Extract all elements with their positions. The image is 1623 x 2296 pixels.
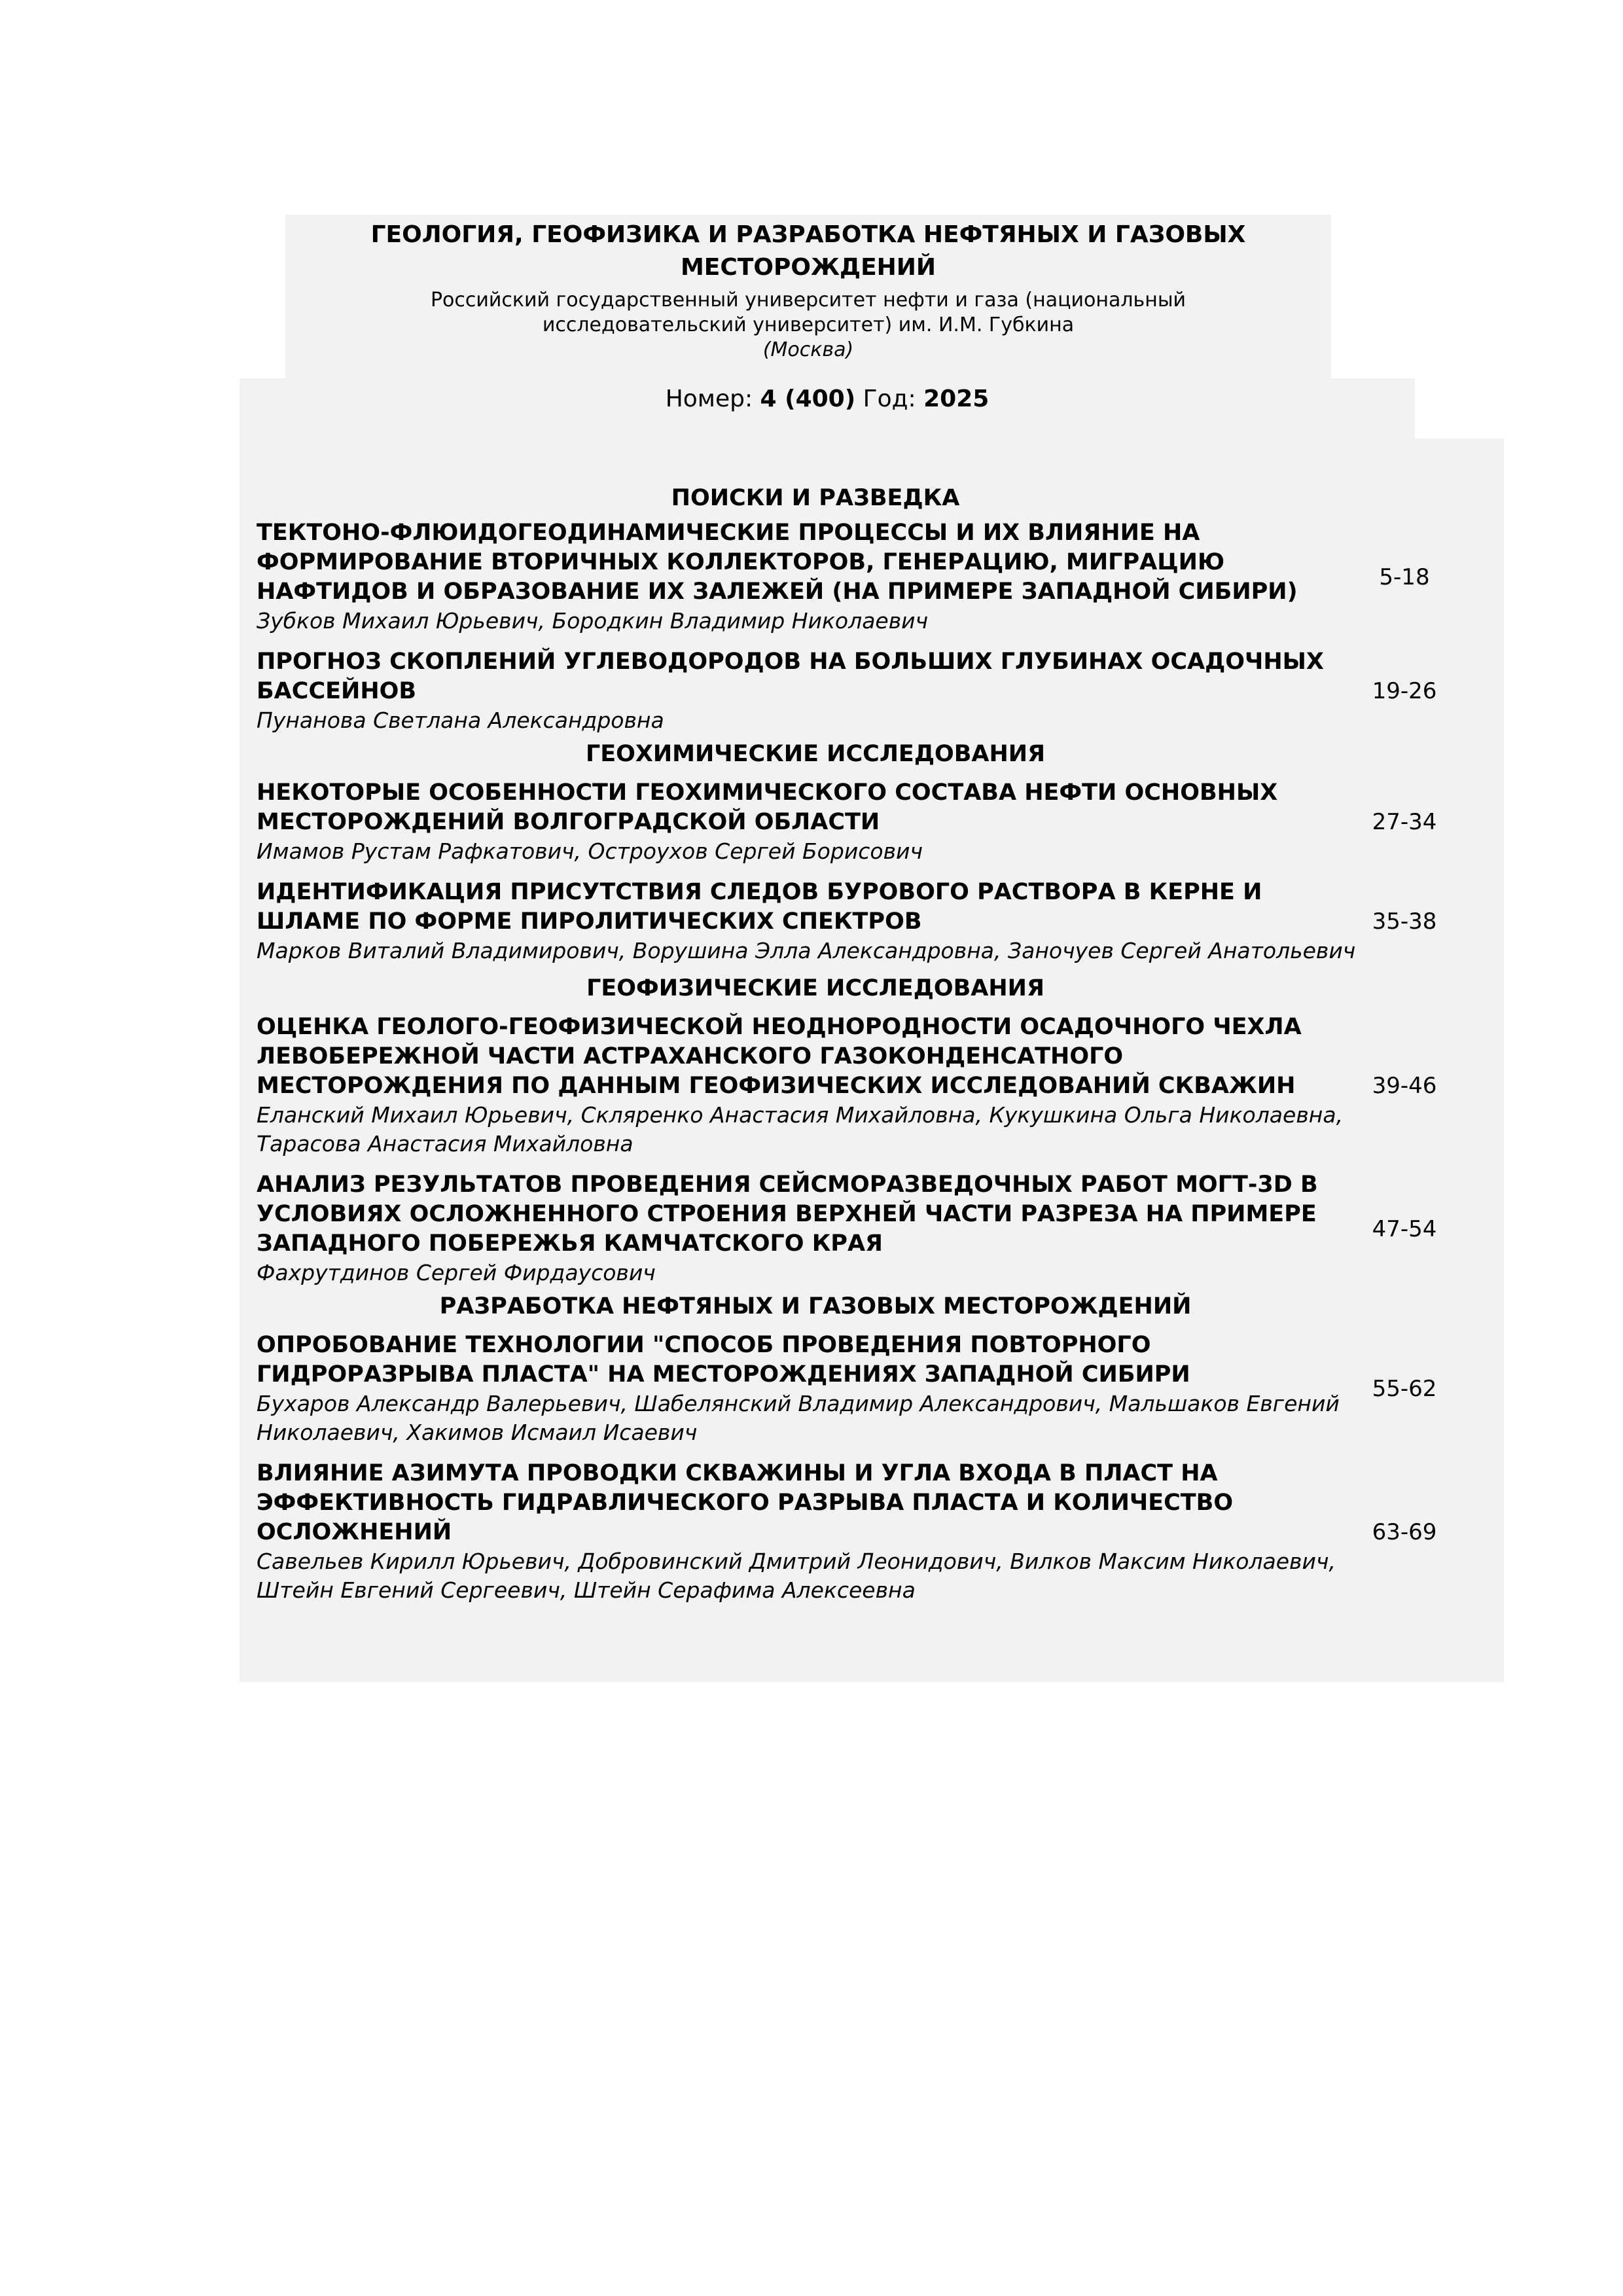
article-entry [240,647,1504,735]
article-title[interactable]: АНАЛИЗ РЕЗУЛЬТАТОВ ПРОВЕДЕНИЯ СЕЙСМОРАЗВЕДОЧНЫХ РАБОТ МОГТ-3D В УСЛОВИЯХ ОСЛОЖНЕННОГО СТРОЕНИЯ ВЕРХНЕЙ ЧАСТИ РАЗРЕЗА НА ПРИМЕРЕ ЗАПАДНОГО ПОБЕРЕЖЬЯ КАМЧАТСКОГО КРАЯ [257,1172,1318,1257]
issue-year-label: Год: [863,386,916,412]
article-pages: 35-38 [1372,908,1437,935]
article-entry [240,1459,1504,1605]
article-authors: Зубков Михаил Юрьевич, Бородкин Владимир Николаевич [257,608,929,634]
journal-header [285,215,1331,385]
article-title[interactable]: ОЦЕНКА ГЕОЛОГО-ГЕОФИЗИЧЕСКОЙ НЕОДНОРОДНОСТИ ОСАДОЧНОГО ЧЕХЛА ЛЕВОБЕРЕЖНОЙ ЧАСТИ АСТРАХАНСКОГО ГАЗОКОНДЕНСАТНОГО МЕСТОРОЖДЕНИЯ ПО ДАННЫМ ГЕОФИЗИЧЕСКИХ ИССЛЕДОВАНИЙ СКВАЖИН [257,1014,1302,1099]
section-title: ГЕОХИМИЧЕСКИЕ ИССЛЕДОВАНИЯ [585,741,1046,767]
article-entry [240,1013,1504,1158]
article-title[interactable]: ОПРОБОВАНИЕ ТЕХНОЛОГИИ "СПОСОБ ПРОВЕДЕНИЯ ПОВТОРНОГО ГИДРОРАЗРЫВА ПЛАСТА" НА МЕСТОРОЖДЕНИЯХ ЗАПАДНОЙ СИБИРИ [257,1332,1190,1388]
article-pages: 5-18 [1379,564,1430,590]
article-pages: 19-26 [1372,678,1437,704]
issue-number-label: Номер: [665,386,753,412]
article-title[interactable]: ТЕКТОНО-ФЛЮИДОГЕОДИНАМИЧЕСКИЕ ПРОЦЕССЫ И ИХ ВЛИЯНИЕ НА ФОРМИРОВАНИЕ ВТОРИЧНЫХ КОЛЛЕКТОРОВ, ГЕНЕРАЦИЮ, МИГРАЦИЮ НАФТИДОВ И ОБРАЗОВАНИЕ ИХ ЗАЛЕЖЕЙ (НА ПРИМЕРЕ ЗАПАДНОЙ СИБИРИ) [257,520,1298,605]
issue-info [240,378,1415,439]
article-authors: Бухаров Александр Валерьевич, Шабелянский Владимир Александрович, Мальшаков Евгений Николаевич, Хакимов Исмаил Исаевич [257,1391,1340,1445]
article-authors: Имамов Рустам Рафкатович, Остроухов Сергей Борисович [257,838,923,864]
article-authors: Пунанова Светлана Александровна [257,708,664,733]
section-title: РАЗРАБОТКА НЕФТЯНЫХ И ГАЗОВЫХ МЕСТОРОЖДЕНИЙ [439,1293,1192,1319]
article-entry [240,778,1504,866]
section-title: ПОИСКИ И РАЗВЕДКА [671,485,960,511]
article-pages: 27-34 [1372,809,1437,835]
article-title[interactable]: ВЛИЯНИЕ АЗИМУТА ПРОВОДКИ СКВАЖИНЫ И УГЛА ВХОДА В ПЛАСТ НА ЭФФЕКТИВНОСТЬ ГИДРАВЛИЧЕСКОГО РАЗРЫВА ПЛАСТА И КОЛИЧЕСТВО ОСЛОЖНЕНИЙ [257,1460,1234,1545]
article-title[interactable]: ИДЕНТИФИКАЦИЯ ПРИСУТСТВИЯ СЛЕДОВ БУРОВОГО РАСТВОРА В КЕРНЕ И ШЛАМЕ ПО ФОРМЕ ПИРОЛИТИЧЕСКИХ СПЕКТРОВ [257,879,1262,935]
section-title: ГЕОФИЗИЧЕСКИЕ ИССЛЕДОВАНИЯ [586,975,1044,1001]
article-pages: 63-69 [1372,1518,1437,1545]
journal-title: ГЕОЛОГИЯ, ГЕОФИЗИКА И РАЗРАБОТКА НЕФТЯНЫХ И ГАЗОВЫХ МЕСТОРОЖДЕНИЙ [370,221,1246,281]
article-title[interactable]: ПРОГНОЗ СКОПЛЕНИЙ УГЛЕВОДОРОДОВ НА БОЛЬШИХ ГЛУБИНАХ ОСАДОЧНЫХ БАССЕЙНОВ [257,649,1324,704]
article-authors: Фахрутдинов Сергей Фирдаусович [257,1260,656,1285]
issue-number: 4 (400) [760,386,856,412]
issue-year: 2025 [923,386,990,412]
article-pages: 55-62 [1372,1376,1437,1402]
article-authors: Савельев Кирилл Юрьевич, Добровинский Дмитрий Леонидович, Вилков Максим Николаевич, Штейн Евгений Сергеевич, Штейн Серафима Алексеевна [257,1549,1336,1603]
article-entry [240,878,1504,965]
article-entry [240,1170,1504,1287]
article-authors: Еланский Михаил Юрьевич, Скляренко Анастасия Михайловна, Кукушкина Ольга Николаевна, Тарасова Анастасия Михайловна [257,1102,1344,1157]
article-pages: 39-46 [1372,1072,1437,1099]
article-entry [240,518,1504,636]
publisher: Российский государственный университет нефти и газа (национальный исследовательский университет) им. И.М. Губкина [430,289,1186,336]
publisher-city: (Москва) [762,338,854,361]
article-entry [240,1331,1504,1447]
article-title[interactable]: НЕКОТОРЫЕ ОСОБЕННОСТИ ГЕОХИМИЧЕСКОГО СОСТАВА НЕФТИ ОСНОВНЫХ МЕСТОРОЖДЕНИЙ ВОЛГОГРАДСКОЙ ОБЛАСТИ [257,780,1278,835]
table-of-contents [240,439,1504,1682]
article-pages: 47-54 [1372,1215,1437,1242]
article-authors: Марков Виталий Владимирович, Ворушина Элла Александровна, Заночуев Сергей Анатольевич [257,938,1356,963]
